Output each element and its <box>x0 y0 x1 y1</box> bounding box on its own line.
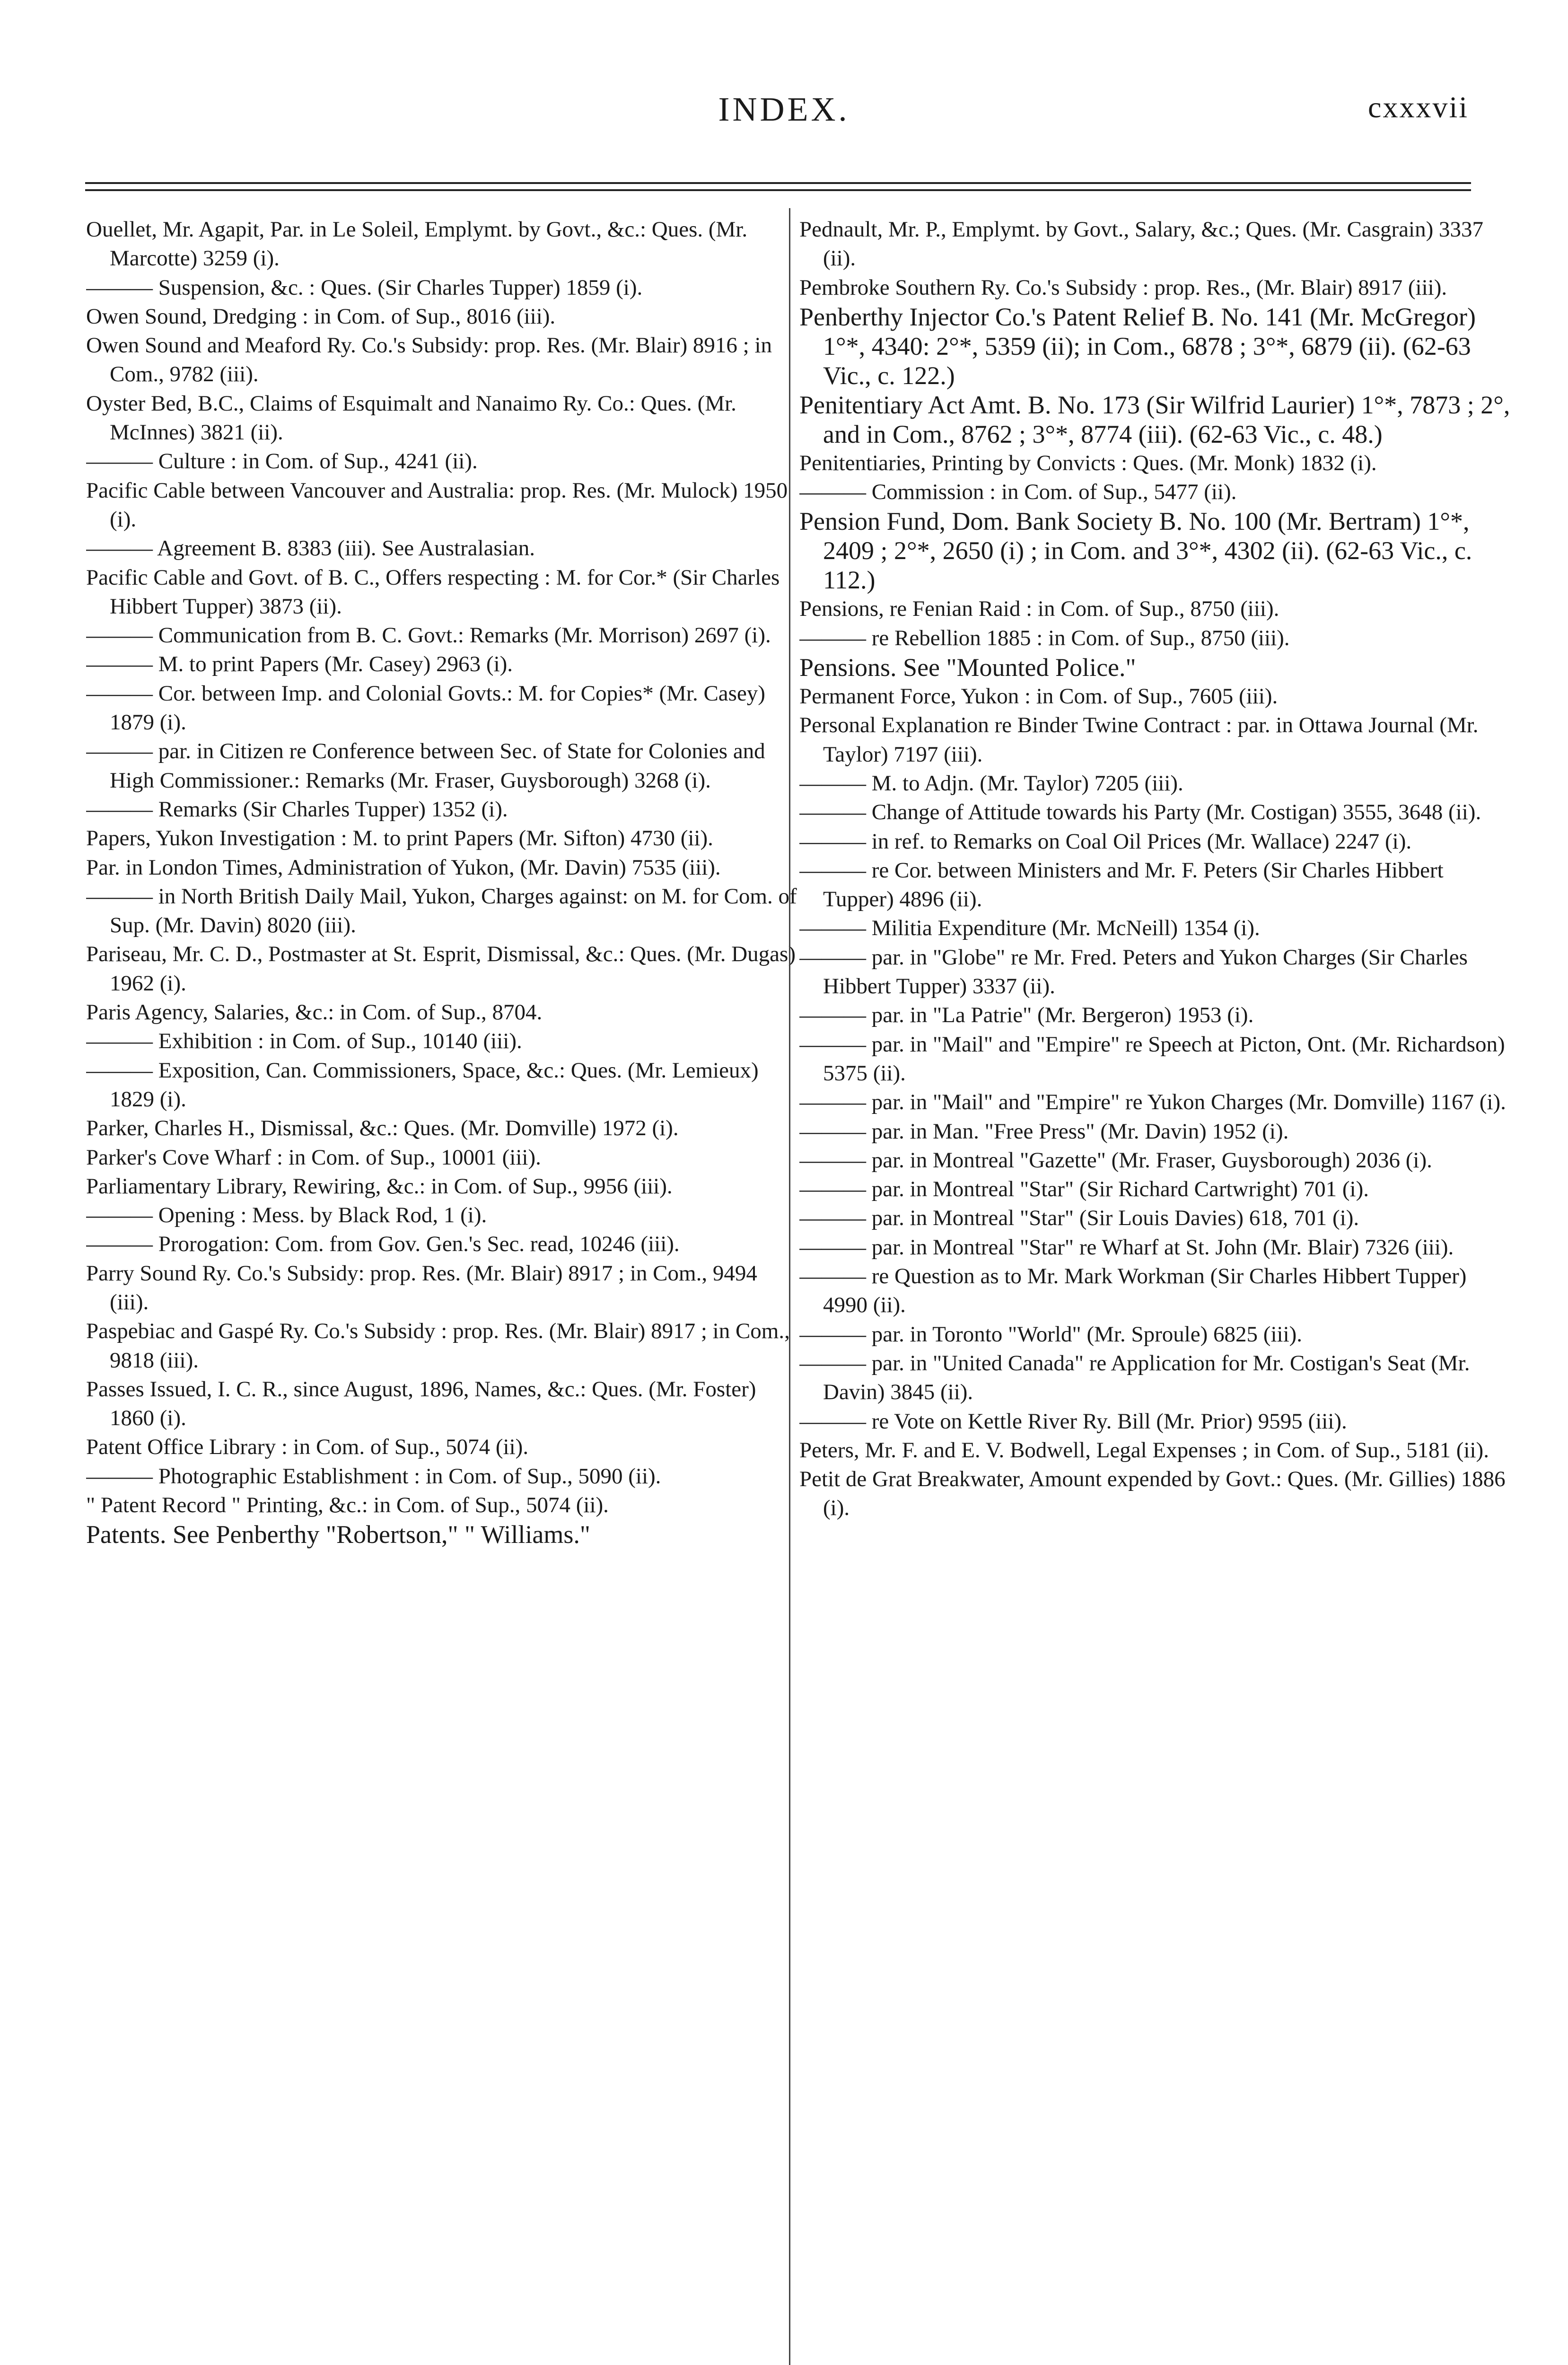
index-entry: Pacific Cable and Govt. of B. C., Offers respecting : M. for Cor.* (Sir Charles Hibbert Tupper) 3873 (ii). <box>86 565 780 619</box>
index-entry: Petit de Grat Breakwater, Amount expended by Govt.: Ques. (Mr. Gillies) 1886 (i). <box>799 1467 1506 1521</box>
index-entry: ——— par. in Montreal "Star" (Sir Richard Cartwright) 701 (i). <box>799 1177 1369 1202</box>
index-entry: Passes Issued, I. C. R., since August, 1896, Names, &c.: Ques. (Mr. Foster) 1860 (i). <box>86 1376 756 1431</box>
index-entry: ——— Commission : in Com. of Sup., 5477 (ii). <box>799 480 1237 505</box>
index-entry: Penitentiaries, Printing by Convicts : Ques. (Mr. Monk) 1832 (i). <box>799 450 1377 475</box>
index-entry: ——— re Cor. between Ministers and Mr. F. Peters (Sir Charles Hibbert Tupper) 4896 (ii). <box>799 858 1444 912</box>
index-entry: ——— Cor. between Imp. and Colonial Govts.: M. for Copies* (Mr. Casey) 1879 (i). <box>86 681 765 735</box>
index-entry: ——— Exposition, Can. Commissioners, Space, &c.: Ques. (Mr. Lemieux) 1829 (i). <box>86 1058 759 1112</box>
index-entry: ——— par. in "United Canada" re Application for Mr. Costigan's Seat (Mr. Davin) 3845 (ii). <box>799 1350 1470 1405</box>
index-entry: Pensions, re Fenian Raid : in Com. of Sup., 8750 (iii). <box>799 596 1279 622</box>
index-entry: ——— Change of Attitude towards his Party (Mr. Costigan) 3555, 3648 (ii). <box>799 800 1481 825</box>
page-title: INDEX. <box>718 90 850 128</box>
index-entry: ——— par. in Montreal "Star" re Wharf at St. John (Mr. Blair) 7326 (iii). <box>799 1235 1454 1260</box>
index-entry: ——— par. in "Globe" re Mr. Fred. Peters and Yukon Charges (Sir Charles Hibbert Tupper) 3337 (ii). <box>799 945 1468 999</box>
index-entry: ——— par. in "Mail" and "Empire" re Yukon Charges (Mr. Domville) 1167 (i). <box>799 1090 1506 1115</box>
index-entry: Paris Agency, Salaries, &c.: in Com. of Sup., 8704. <box>86 1000 543 1025</box>
header-rule <box>85 182 1471 184</box>
index-entry: ——— Prorogation: Com. from Gov. Gen.'s Sec. read, 10246 (iii). <box>86 1232 680 1257</box>
index-entry: ——— par. in Montreal "Gazette" (Mr. Fraser, Guysborough) 2036 (i). <box>799 1147 1432 1173</box>
index-entry: ——— Culture : in Com. of Sup., 4241 (ii). <box>86 449 478 474</box>
index-entry: ——— Remarks (Sir Charles Tupper) 1352 (i). <box>86 797 508 822</box>
index-entry: ——— Opening : Mess. by Black Rod, 1 (i). <box>86 1203 487 1228</box>
index-entry: Parliamentary Library, Rewiring, &c.: in Com. of Sup., 9956 (iii). <box>86 1174 673 1199</box>
index-entry: ——— par. in Man. "Free Press" (Mr. Davin) 1952 (i). <box>799 1119 1289 1144</box>
index-entry: ——— re Rebellion 1885 : in Com. of Sup., 8750 (iii). <box>799 625 1290 650</box>
column-divider <box>789 208 790 2365</box>
index-entry: Peters, Mr. F. and E. V. Bodwell, Legal Expenses ; in Com. of Sup., 5181 (ii). <box>799 1437 1489 1463</box>
index-entry: Patents. See Penberthy "Robertson," " Williams." <box>86 1520 590 1549</box>
index-entry: ——— Communication from B. C. Govt.: Remarks (Mr. Morrison) 2697 (i). <box>86 623 771 648</box>
index-entry: Parker, Charles H., Dismissal, &c.: Ques. (Mr. Domville) 1972 (i). <box>86 1116 679 1141</box>
index-entry: ——— M. to print Papers (Mr. Casey) 2963 (i). <box>86 652 513 677</box>
index-entry: Ouellet, Mr. Agapit, Par. in Le Soleil, Emplymt. by Govt., &c.: Ques. (Mr. Marcotte) 3259 (i). <box>86 217 748 271</box>
index-entry: Parry Sound Ry. Co.'s Subsidy: prop. Res. (Mr. Blair) 8917 ; in Com., 9494 (iii). <box>86 1261 757 1314</box>
index-entry: " Patent Record " Printing, &c.: in Com. of Sup., 5074 (ii). <box>86 1493 609 1518</box>
index-entry: Pariseau, Mr. C. D., Postmaster at St. Esprit, Dismissal, &c.: Ques. (Mr. Dugas) 1962 (i). <box>86 942 796 996</box>
index-entry: Paspebiac and Gaspé Ry. Co.'s Subsidy : prop. Res. (Mr. Blair) 8917 ; in Com., 9818 (iii). <box>86 1319 790 1373</box>
index-entry: Owen Sound and Meaford Ry. Co.'s Subsidy: prop. Res. (Mr. Blair) 8916 ; in Com., 9782 (iii). <box>86 333 772 387</box>
index-entry: ——— Suspension, &c. : Ques. (Sir Charles Tupper) 1859 (i). <box>86 275 643 300</box>
index-column-right <box>799 215 1514 1523</box>
index-entry: ——— in ref. to Remarks on Coal Oil Prices (Mr. Wallace) 2247 (i). <box>799 829 1412 854</box>
index-entry: ——— Agreement B. 8383 (iii). See Australasian. <box>86 536 535 561</box>
index-column-left <box>86 215 800 1549</box>
index-entry: ——— Exhibition : in Com. of Sup., 10140 (iii). <box>86 1029 522 1054</box>
index-entry: ——— re Vote on Kettle River Ry. Bill (Mr. Prior) 9595 (iii). <box>799 1409 1347 1434</box>
index-entry: Par. in London Times, Administration of Yukon, (Mr. Davin) 7535 (iii). <box>86 855 721 880</box>
index-entry: Papers, Yukon Investigation : M. to print Papers (Mr. Sifton) 4730 (ii). <box>86 826 713 851</box>
index-entry: ——— in North British Daily Mail, Yukon, Charges against: on M. for Com. of Sup. (Mr. Davin) 8020 (iii). <box>86 884 797 938</box>
index-entry: ——— par. in Citizen re Conference between Sec. of State for Colonies and High Commissioner.: Remarks (Mr. Fraser, Guysborough) 3268 (i). <box>86 739 765 793</box>
index-entry: ——— par. in Toronto "World" (Mr. Sproule) 6825 (iii). <box>799 1322 1303 1347</box>
index-entry: Pensions. See "Mounted Police." <box>799 653 1136 682</box>
index-entry: Parker's Cove Wharf : in Com. of Sup., 10001 (iii). <box>86 1145 541 1170</box>
index-entry: Pembroke Southern Ry. Co.'s Subsidy : prop. Res., (Mr. Blair) 8917 (iii). <box>799 275 1447 300</box>
index-entry: ——— par. in "Mail" and "Empire" re Speech at Picton, Ont. (Mr. Richardson) 5375 (ii). <box>799 1032 1505 1086</box>
index-entry: Personal Explanation re Binder Twine Contract : par. in Ottawa Journal (Mr. Taylor) 7197 (iii). <box>799 713 1479 767</box>
index-entry: Pension Fund, Dom. Bank Society B. No. 100 (Mr. Bertram) 1°*, 2409 ; 2°*, 2650 (i) ; in Com. and 3°*, 4302 (ii). (62-63 Vic., c. 112.) <box>799 507 1472 595</box>
index-entry: Penitentiary Act Amt. B. No. 173 (Sir Wilfrid Laurier) 1°*, 7873 ; 2°, and in Com., 8762 ; 3°*, 8774 (iii). (62-63 Vic., c. 48.) <box>799 390 1510 448</box>
index-entry: ——— re Question as to Mr. Mark Workman (Sir Charles Hibbert Tupper) 4990 (ii). <box>799 1264 1467 1318</box>
index-entry: ——— Militia Expenditure (Mr. McNeill) 1354 (i). <box>799 916 1260 941</box>
index-entry: ——— par. in "La Patrie" (Mr. Bergeron) 1953 (i). <box>799 1003 1254 1028</box>
header-rule-lower <box>85 189 1471 191</box>
index-entry: ——— M. to Adjn. (Mr. Taylor) 7205 (iii). <box>799 771 1183 796</box>
index-entry: ——— par. in Montreal "Star" (Sir Louis Davies) 618, 701 (i). <box>799 1206 1359 1231</box>
index-entry: Oyster Bed, B.C., Claims of Esquimalt and Nanaimo Ry. Co.: Ques. (Mr. McInnes) 3821 (ii). <box>86 391 736 445</box>
index-entry: Owen Sound, Dredging : in Com. of Sup., 8016 (iii). <box>86 304 556 329</box>
index-entry: Permanent Force, Yukon : in Com. of Sup., 7605 (iii). <box>799 684 1278 709</box>
page-number: cxxxvii <box>1368 90 1469 124</box>
index-entry: Pacific Cable between Vancouver and Australia: prop. Res. (Mr. Mulock) 1950 (i). <box>86 478 788 532</box>
index-entry: ——— Photographic Establishment : in Com. of Sup., 5090 (ii). <box>86 1463 661 1489</box>
index-entry: Penberthy Injector Co.'s Patent Relief B. No. 141 (Mr. McGregor) 1°*, 4340: 2°*, 5359 (ii); in Com., 6878 ; 3°*, 6879 (ii). (62-63 Vic., c. 122.) <box>799 302 1476 390</box>
index-entry: Pednault, Mr. P., Emplymt. by Govt., Salary, &c.; Ques. (Mr. Casgrain) 3337 (ii). <box>799 217 1484 271</box>
index-entry: Patent Office Library : in Com. of Sup., 5074 (ii). <box>86 1435 529 1460</box>
